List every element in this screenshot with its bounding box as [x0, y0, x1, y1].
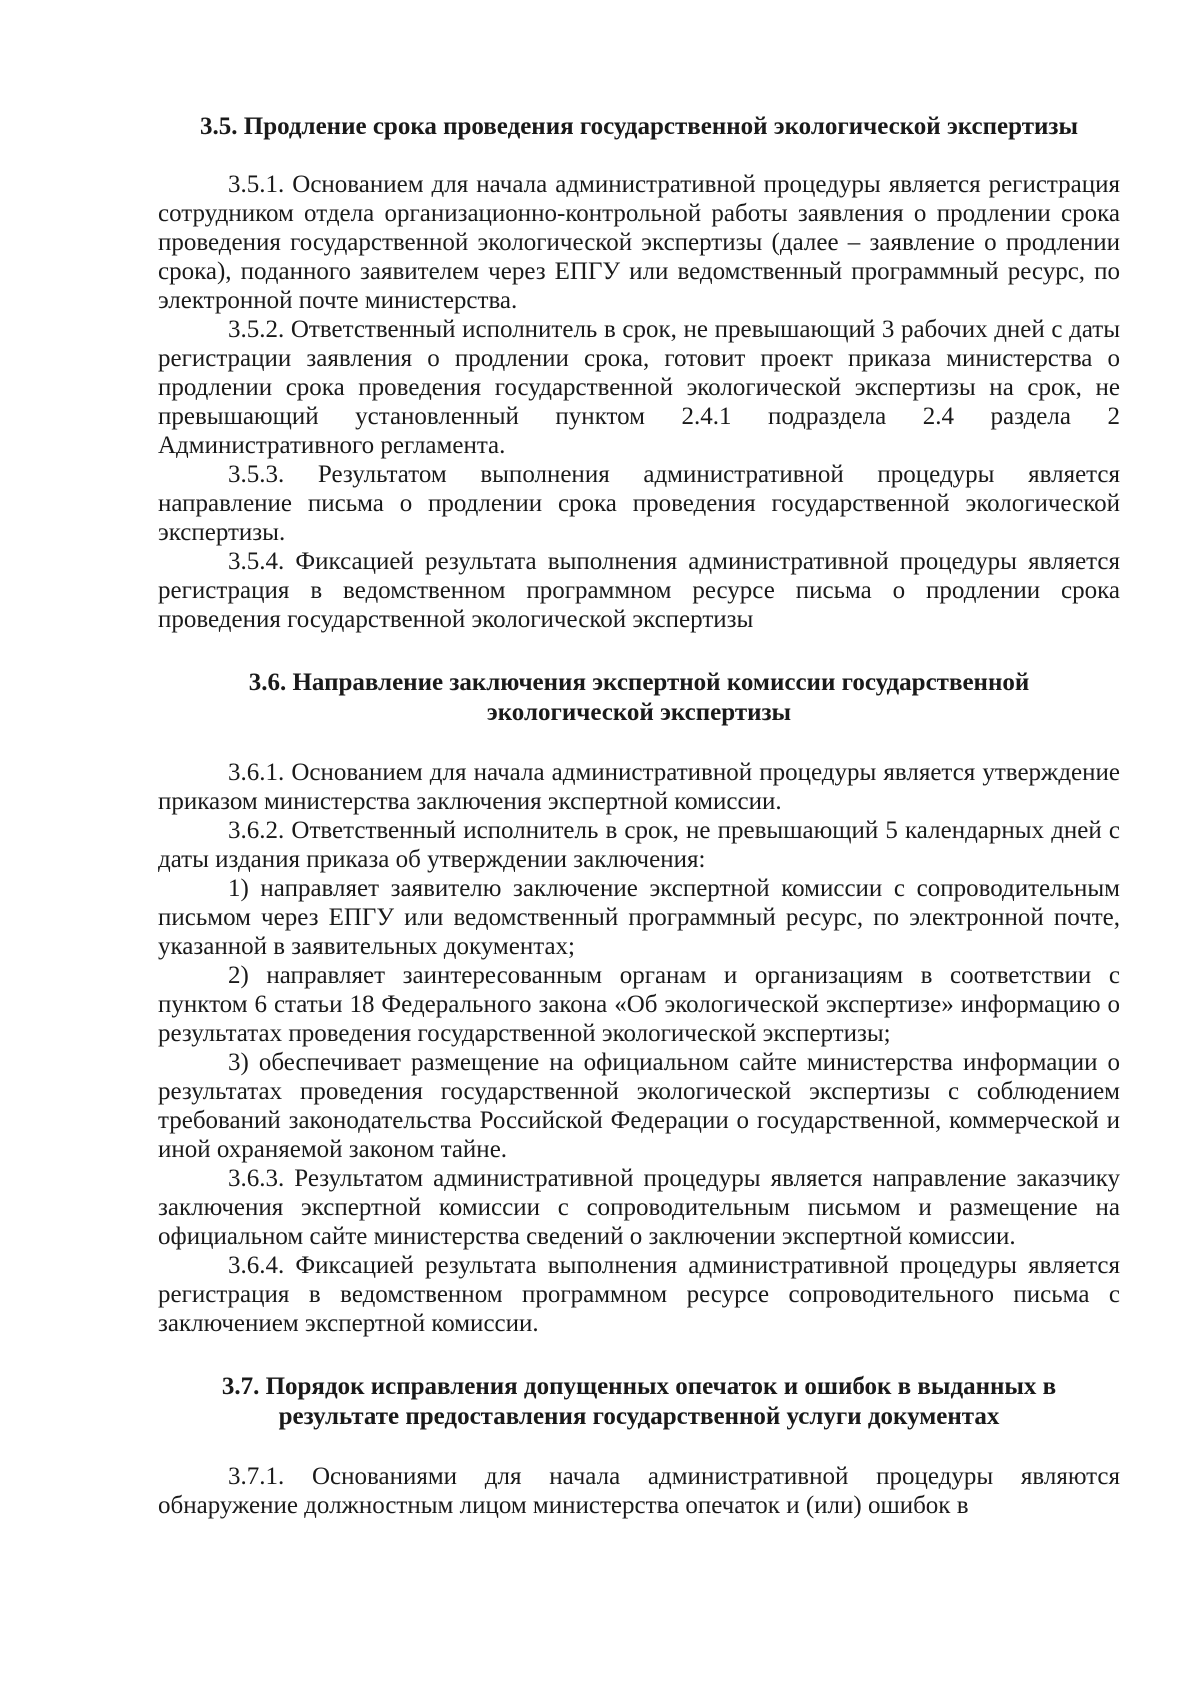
paragraph-3-5-4: 3.5.4. Фиксацией результата выполнения административной процедуры является регистрация в ведомственном программном ресурсе письма о продлении срока проведения государственной экологической экспертизы [158, 548, 1120, 633]
paragraph-3-6-3: 3.6.3. Результатом административной процедуры является направление заказчику заключения экспертной комиссии с сопроводительным письмом и размещение на официальном сайте министерства сведений о заключении экспертной комиссии. [158, 1165, 1120, 1250]
section-heading-3-7-line1: 3.7. Порядок исправления допущенных опечаток и ошибок в выданных в [221, 1373, 1057, 1400]
paragraph-3-6-4: 3.6.4. Фиксацией результата выполнения административной процедуры является регистрация в ведомственном программном ресурсе сопроводительного письма с заключением экспертной комиссии. [158, 1252, 1120, 1337]
paragraph-3-6-1: 3.6.1. Основанием для начала административной процедуры является утверждение приказом министерства заключения экспертной комиссии. [158, 759, 1120, 815]
list-item-3: 3) обеспечивает размещение на официальном сайте министерства информации о результатах проведения государственной экологической экспертизы с соблюдением требований законодательства Российской Федерации о государственной, коммерческой и иной охраняемой законом тайне. [158, 1049, 1120, 1163]
section-heading-3-7 [158, 1372, 1120, 1432]
section-heading-3-6-line1: 3.6. Направление заключения экспертной комиссии государственной [248, 669, 1030, 696]
section-heading-3-7-line2: результате предоставления государственной услуги документах [278, 1403, 1000, 1430]
list-item-1: 1) направляет заявителю заключение экспертной комиссии с сопроводительным письмом через ЕПГУ или ведомственный программный ресурс, по электронной почте, указанной в заявительных документах; [158, 875, 1120, 960]
list-item-2: 2) направляет заинтересованным органам и организациям в соответствии с пунктом 6 статьи 18 Федерального закона «Об экологической экспертизе» информацию о результатах проведения государственной экологической экспертизы; [158, 962, 1120, 1047]
paragraph-3-5-3: 3.5.3. Результатом выполнения административной процедуры является направление письма о продлении срока проведения государственной экологической экспертизы. [158, 461, 1120, 546]
paragraph-3-5-1: 3.5.1. Основанием для начала административной процедуры является регистрация сотрудником отдела организационно-контрольной работы заявления о продлении срока проведения государственной экологической экспертизы (далее – заявление о продлении срока), поданного заявителем через ЕПГУ или ведомственный программный ресурс, по электронной почте министерства. [158, 171, 1120, 314]
section-heading-3-6 [158, 668, 1120, 728]
paragraph-3-7-1: 3.7.1. Основаниями для начала административной процедуры являются обнаружение должностным лицом министерства опечаток и (или) ошибок в [158, 1463, 1120, 1519]
section-heading-3-6-line2: экологической экспертизы [486, 699, 792, 726]
paragraph-3-5-2: 3.5.2. Ответственный исполнитель в срок, не превышающий 3 рабочих дней с даты регистрации заявления о продлении срока, готовит проект приказа министерства о продлении срока проведения государственной экологической экспертизы на срок, не превышающий установленный пунктом 2.4.1 подраздела 2.4 раздела 2 Административного регламента. [158, 316, 1120, 459]
paragraph-3-6-2: 3.6.2. Ответственный исполнитель в срок, не превышающий 5 календарных дней с даты издания приказа об утверждении заключения: [158, 817, 1120, 873]
section-heading-3-5: 3.5. Продление срока проведения государственной экологической экспертизы [200, 113, 1078, 140]
